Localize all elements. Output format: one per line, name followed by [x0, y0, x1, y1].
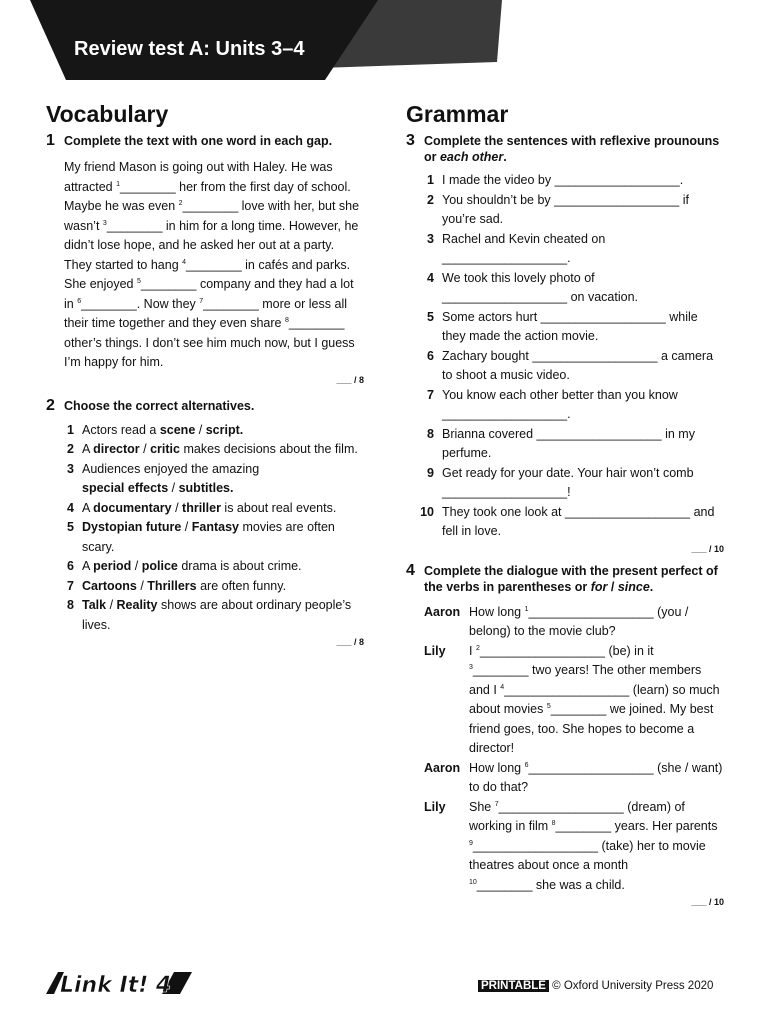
question-text: Get ready for your date. Your hair won’t comb __________________!	[442, 465, 694, 499]
question-text: Audiences enjoyed the amazing special effects / subtitles.	[82, 461, 260, 495]
emphasis: since	[617, 579, 650, 594]
gap-number: 9	[469, 839, 473, 847]
gap-fill-paragraph: My friend Mason is going out with Haley. He was attracted $^1$________ her from the first day of school. Maybe he was even $^2$________ love with her, but she wasn’t $^3$________ in him for a long time. However, he didn’t lose hope, and he asked her out at a party. They started to hang $^4$________ in cafés and parks. She enjoyed $^5$________ company and they had a lot in $^6$________. Now they $^7$________ more or less all their time together and they even share $^8$________ other’s things. I don’t see him much now, but I guess I’m happy for him.	[64, 160, 360, 369]
exercise-1-header	[46, 132, 364, 150]
question-text: Dystopian future / Fantasy movies are often scary.	[82, 520, 335, 554]
section-heading-vocabulary: Vocabulary	[46, 101, 169, 127]
gap-number: 8	[284, 317, 289, 324]
vocabulary-section	[46, 100, 364, 647]
gap-number: 3	[469, 664, 473, 671]
question-number: 9	[427, 465, 434, 480]
gap-number: 10	[469, 878, 477, 886]
dialogue-text: How long $^1$__________________ (you / belong) to the movie club?	[469, 604, 689, 638]
question-text: You shouldn’t be by __________________ if you’re sad.	[442, 192, 689, 226]
question-number: 1	[427, 173, 434, 187]
alternative-option: Talk	[82, 598, 107, 612]
question-number: 5	[427, 309, 434, 324]
question-item	[406, 230, 724, 269]
question-text: Zachary bought __________________ a camera to shoot a music video.	[442, 348, 714, 382]
dialogue-text: I $^2$__________________ (be) in it $^3$________ two years! The other members and I $^4$__________________ (learn) so much about movies $^5$________ we joined. My best friend goes, too. She hopes to become a director!	[469, 643, 720, 755]
speaker-name: Aaron	[424, 760, 461, 775]
gap-number: 1	[116, 180, 121, 188]
alternative-option: critic	[150, 442, 180, 456]
gap-number: 2	[475, 644, 480, 652]
exercise-instruction: Complete the dialogue with the present perfect of the verbs in parentheses or for / since.	[424, 563, 718, 594]
grammar-section	[406, 100, 724, 907]
question-item	[46, 440, 364, 460]
exercise-instruction: Complete the sentences with reflexive prounouns or each other.	[424, 134, 720, 164]
question-text: We took this lovely photo of __________________ on vacation.	[442, 270, 639, 304]
question-text: Actors read a scene / script.	[82, 422, 244, 437]
question-text: Talk / Reality shows are about ordinary people’s lives.	[82, 598, 352, 632]
alternative-option: police	[141, 559, 178, 573]
alternative-option: subtitles.	[178, 481, 234, 495]
question-list	[406, 171, 724, 542]
gap-number: 2	[178, 200, 183, 207]
question-number: 5	[67, 520, 74, 534]
question-item	[46, 460, 364, 499]
question-number: 4	[67, 500, 74, 515]
link-it-logo	[46, 968, 196, 1003]
printable-badge: PRINTABLE	[478, 980, 549, 992]
question-number: 3	[427, 231, 434, 246]
gap-number: 7	[494, 800, 499, 808]
exercise-number: 3	[406, 132, 415, 149]
alternative-option: Thrillers	[147, 578, 197, 593]
gap-number: 7	[199, 297, 204, 305]
question-item	[46, 557, 364, 577]
page-title: Review test A: Units 3–4	[74, 38, 305, 60]
dialogue-line	[406, 798, 724, 896]
header-banner	[0, 0, 768, 100]
alternative-option: script.	[205, 422, 244, 437]
exercise-4-header	[406, 562, 724, 595]
emphasis: each other	[439, 150, 504, 164]
question-text: A period / police drama is about crime.	[82, 559, 302, 573]
question-text: A documentary / thriller is about real events.	[82, 500, 337, 515]
question-item	[406, 171, 724, 191]
question-item	[46, 499, 364, 519]
question-item	[46, 596, 364, 635]
logo-text: Link It! 4	[60, 973, 172, 998]
copyright-text: © Oxford University Press 2020	[552, 980, 714, 992]
gap-number: 6	[77, 297, 82, 305]
alternative-option: Cartoons	[82, 578, 137, 593]
question-text: Some actors hurt __________________ while they made the action movie.	[442, 309, 698, 343]
exercise-instruction: Choose the correct alternatives.	[64, 398, 255, 413]
question-number: 3	[67, 461, 74, 476]
question-item	[46, 577, 364, 597]
alternative-option: Dystopian future	[82, 520, 182, 534]
score-box: ___ / 8	[336, 374, 364, 385]
question-text: I made the video by __________________.	[442, 173, 684, 187]
exercise-number: 4	[406, 561, 415, 579]
question-list	[46, 421, 364, 636]
question-number: 8	[427, 426, 434, 441]
question-number: 7	[427, 387, 434, 402]
alternative-option: documentary	[93, 500, 172, 515]
question-number: 4	[427, 270, 434, 285]
question-text: Rachel and Kevin cheated on __________________.	[442, 231, 606, 265]
question-number: 1	[67, 422, 74, 437]
score-box: ___ / 10	[691, 543, 724, 554]
question-item	[406, 386, 724, 425]
question-item	[406, 425, 724, 464]
exercise-number: 2	[46, 396, 55, 414]
speaker-name: Lily	[424, 799, 446, 814]
speaker-name: Lily	[424, 643, 446, 658]
question-item	[406, 269, 724, 308]
question-item	[406, 191, 724, 230]
exercise-instruction: Complete the text with one word in each gap.	[64, 134, 333, 148]
score-box: ___ / 10	[691, 897, 724, 907]
dialogue-line	[406, 759, 724, 798]
question-number: 10	[420, 504, 434, 519]
dialogue	[406, 603, 724, 896]
exercise-2-header	[46, 397, 364, 415]
question-text: You know each other better than you know __________________.	[442, 387, 678, 421]
section-heading-grammar: Grammar	[406, 101, 509, 127]
alternative-option: Fantasy	[191, 520, 239, 534]
alternative-option: thriller	[182, 500, 221, 515]
gap-number: 3	[102, 219, 107, 227]
question-number: 8	[67, 598, 74, 612]
question-number: 7	[67, 578, 74, 593]
alternative-option: director	[93, 442, 140, 456]
exercise-3-header	[406, 132, 724, 165]
alternative-option: period	[93, 559, 132, 573]
alternative-option: special effects	[82, 481, 169, 495]
question-item	[406, 464, 724, 503]
question-text: A director / critic makes decisions about the film.	[82, 442, 358, 456]
gap-number: 8	[551, 820, 556, 827]
question-number: 2	[67, 442, 74, 456]
dialogue-line	[406, 642, 724, 759]
question-item	[406, 503, 724, 542]
gap-number: 6	[524, 761, 529, 769]
question-item	[46, 421, 364, 441]
dialogue-text: How long $^6$__________________ (she / want) to do that?	[469, 760, 723, 794]
gap-number: 1	[524, 605, 529, 613]
speaker-name: Aaron	[424, 604, 461, 619]
question-text: Brianna covered __________________ in my perfume.	[442, 426, 695, 460]
alternative-option: scene	[159, 422, 196, 437]
exercise-number: 1	[46, 132, 55, 149]
score-box: ___ / 8	[336, 637, 364, 647]
gap-number: 4	[182, 258, 187, 266]
question-number: 6	[427, 348, 434, 363]
gap-number: 5	[136, 278, 141, 285]
question-item	[406, 308, 724, 347]
question-number: 2	[427, 192, 434, 207]
alternative-option: Reality	[116, 598, 158, 612]
dialogue-line	[406, 603, 724, 642]
question-item	[406, 347, 724, 386]
gap-number: 4	[500, 683, 505, 691]
question-text: They took one look at __________________ and fell in love.	[442, 504, 715, 538]
gap-number: 5	[546, 703, 551, 710]
emphasis: for	[590, 579, 608, 594]
dialogue-text: She $^7$__________________ (dream) of working in film $^8$________ years. Her parents $^9$__________________ (take) her to movie theatres about once a month $^{10}$________ she was a child.	[469, 799, 718, 892]
footer-copyright	[478, 980, 713, 992]
question-text: Cartoons / Thrillers are often funny.	[82, 578, 287, 593]
question-number: 6	[67, 559, 74, 573]
question-item	[46, 518, 364, 557]
